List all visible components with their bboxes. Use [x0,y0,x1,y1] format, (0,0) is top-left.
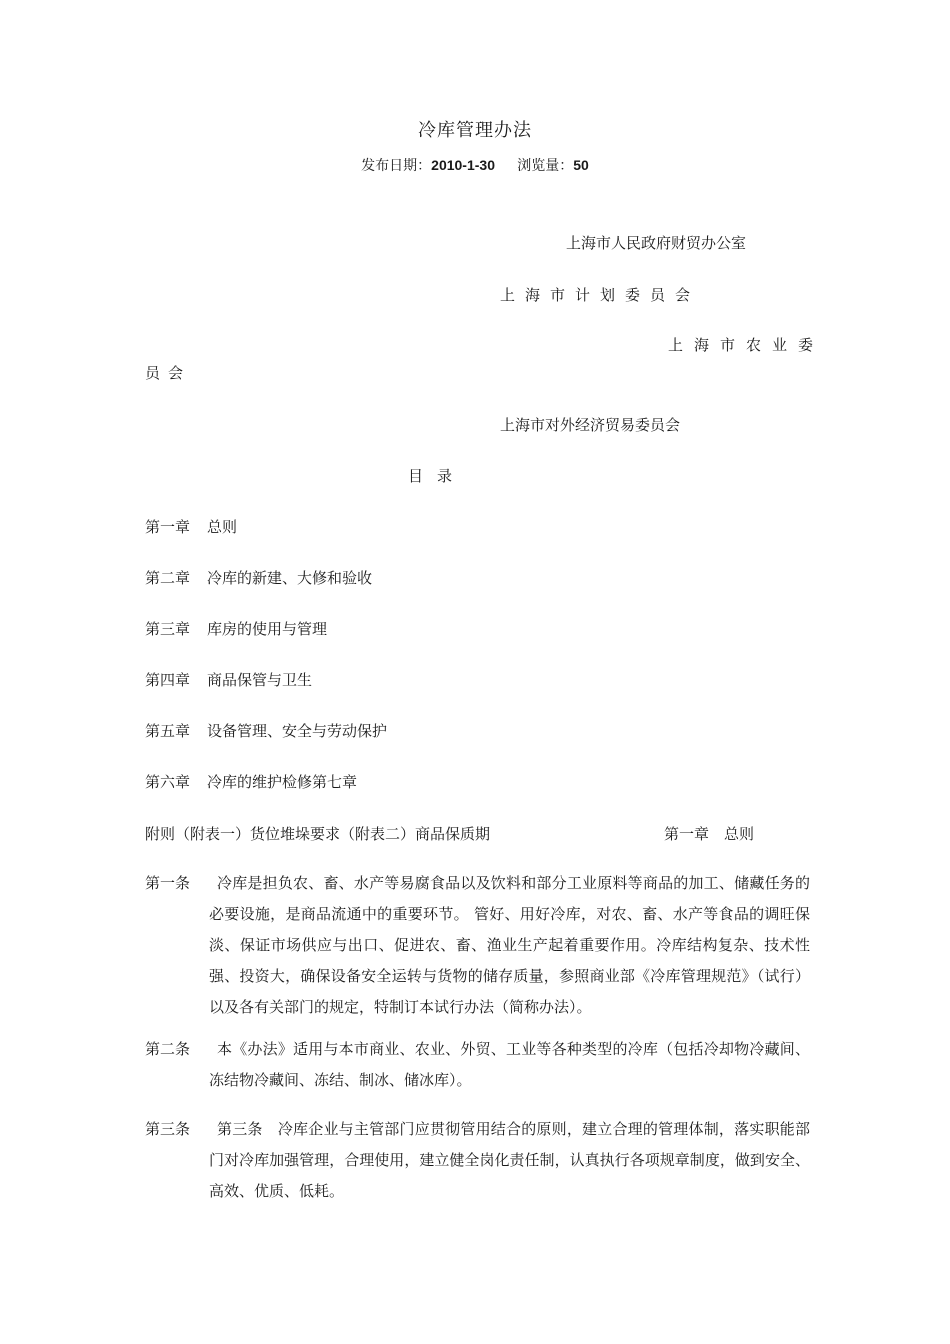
toc-item [145,771,357,792]
article-label: 第二条 [145,1040,191,1058]
page-title: 冷库管理办法 [418,120,532,141]
toc-appendix-text: 附则（附表一）货位堆垛要求（附表二）商品保质期 [145,825,491,843]
toc-item-number: 第二章 [145,569,191,587]
publish-meta [0,155,950,175]
issuer-agriculture-commission-line1: 上海市农业委 [668,336,825,354]
toc-appendix-line [145,823,755,844]
article-text: 冷库是担负农、畜、水产等易腐食品以及饮料和部分工业原料等商品的加工、储藏任务的必要设施，是商品流通中的重要环节。 管好、用好冷库，对农、畜、水产等食品的调旺保淡、保证市场供应与出口、促进农、畜、渔业生产起着重要作用。冷库结构复杂、技术性强、投资大，确保设备安全运转与货物的储存质量，参照商业部《冷库管理规范》（试行）以及各有关部门的规定，特制订本试行办法（简称办法）。 [209,874,810,1016]
toc-item-text: 库房的使用与管理 [207,620,328,638]
article-1 [145,868,810,1023]
views-count: 50 [573,157,589,173]
toc-item-number: 第六章 [145,773,191,791]
toc-item-text: 设备管理、安全与劳动保护 [207,722,388,740]
publish-date-label: 发布日期： [361,158,432,174]
issuer-trade-office: 上海市人民政府财贸办公室 [566,234,747,252]
views-label: 浏览量： [517,158,574,174]
toc-item-text: 商品保管与卫生 [207,671,313,689]
article-text: 第三条 冷库企业与主管部门应贯彻管用结合的原则，建立合理的管理体制，落实职能部门对冷库加强管理，合理使用，建立健全岗化责任制，认真执行各项规章制度，做到安全、高效、优质、低耗。 [209,1120,810,1200]
issuer-agriculture-commission-line2: 员会 [145,364,192,382]
article-label: 第三条 [145,1120,191,1138]
toc-title: 目录 [408,467,467,485]
toc-item-text: 冷库的新建、大修和验收 [207,569,373,587]
toc-item-number: 第四章 [145,671,191,689]
toc-item-number: 第一章 [145,518,191,536]
toc-item [145,567,372,588]
toc-item [145,720,387,741]
toc-item-number: 第五章 [145,722,191,740]
issuer-foreign-trade-commission: 上海市对外经济贸易委员会 [500,416,681,434]
toc-item [145,669,312,690]
article-3 [145,1114,810,1207]
article-text: 本《办法》适用与本市商业、农业、外贸、工业等各种类型的冷库（包括冷却物冷藏间、冻结物冷藏间、冻结、制冰、储冰库）。 [209,1040,810,1089]
toc-item-text: 冷库的维护检修第七章 [207,773,358,791]
toc-item-text: 总则 [207,518,238,536]
publish-date: 2010-1-30 [431,157,495,173]
toc-item [145,618,327,639]
chapter-one-heading: 第一章 总则 [664,825,755,843]
issuer-planning-commission: 上海市计划委员会 [500,286,701,304]
toc-item-number: 第三章 [145,620,191,638]
toc-item [145,516,237,537]
article-label: 第一条 [145,874,191,892]
article-2 [145,1034,810,1096]
